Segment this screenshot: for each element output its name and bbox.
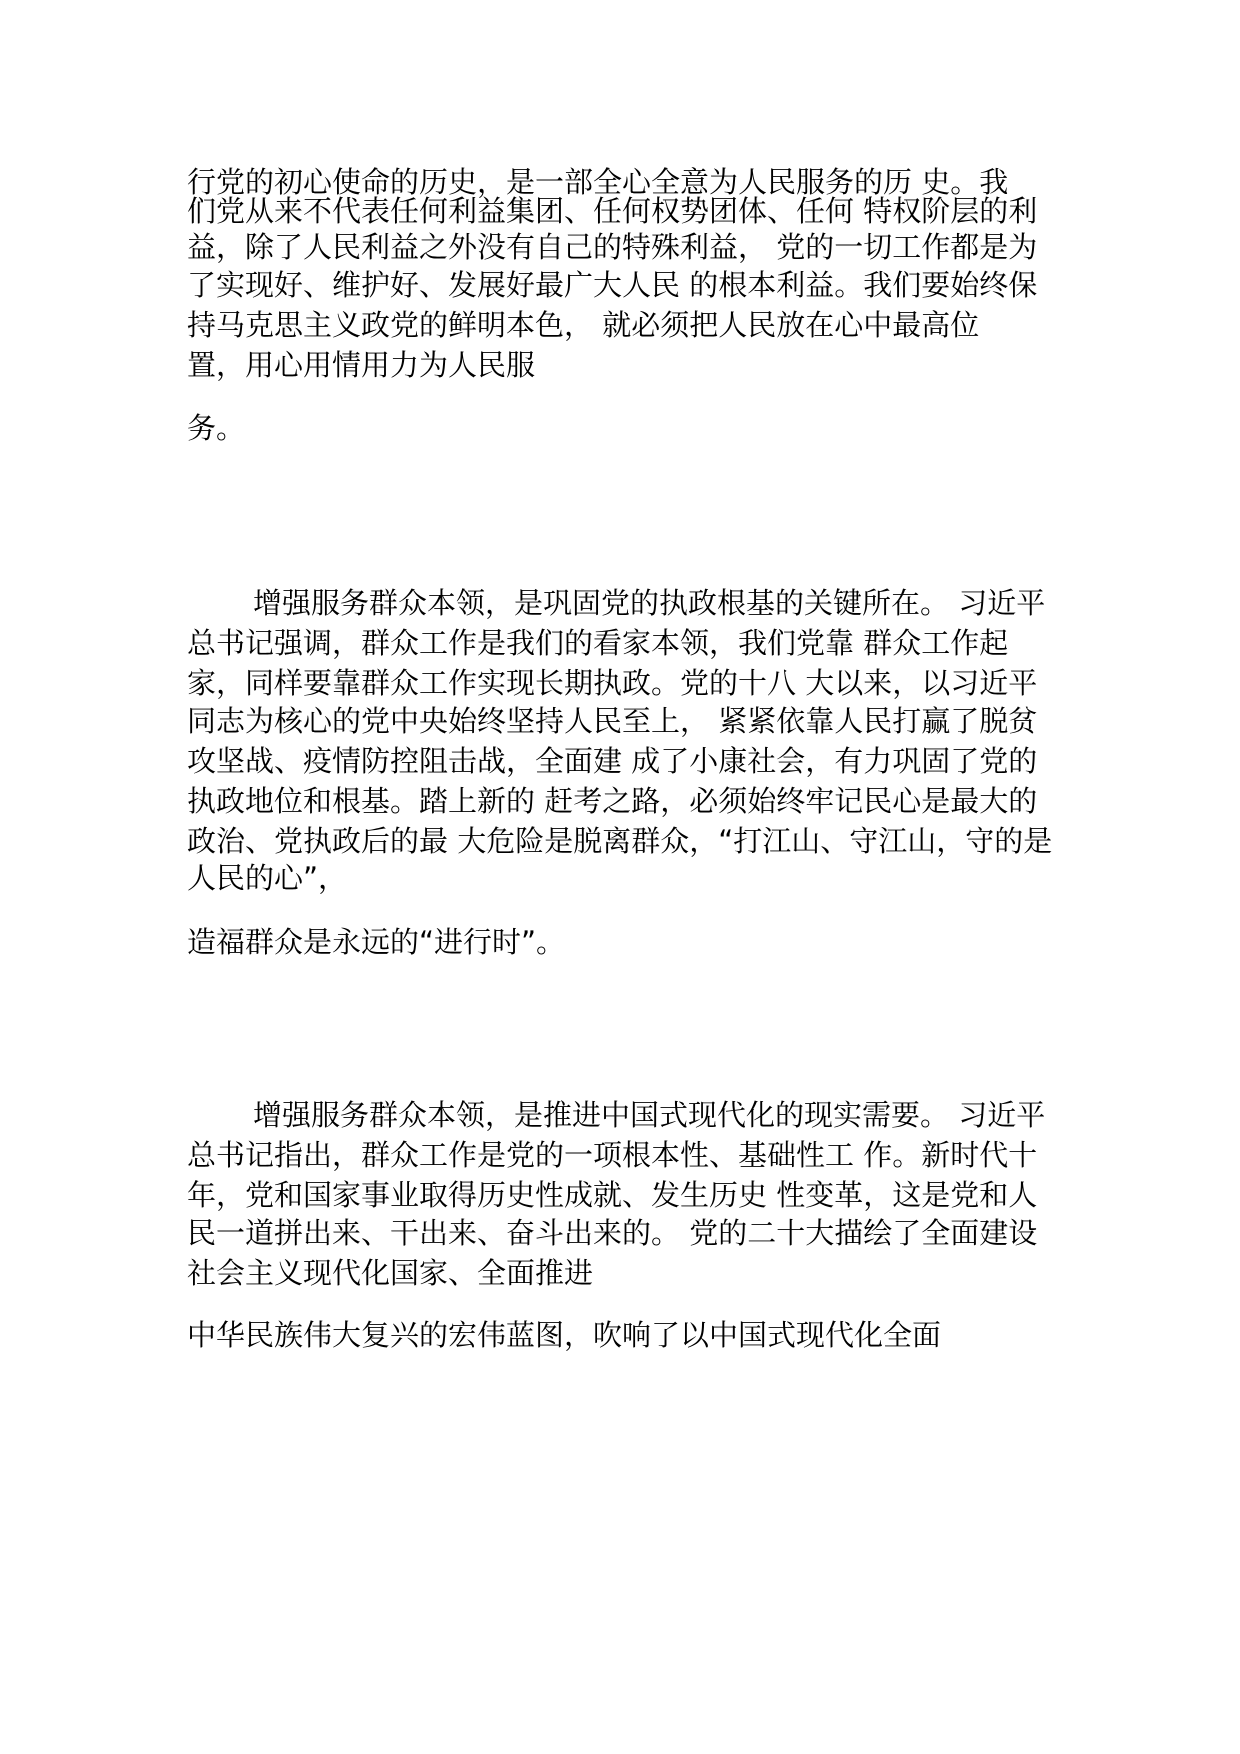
text-line: 家，同样要靠群众工作实现长期执政。党的十八 大以来，以习近平 (187, 666, 1038, 700)
text-line: 政治、党执政后的最 大危险是脱离群众，“打江山、守江山，守的是 (187, 824, 1053, 858)
text-line: 增强服务群众本领，是巩固党的执政根基的关键所在。 习近平 (253, 586, 1046, 620)
text-line: 社会主义现代化国家、全面推进 (187, 1256, 594, 1290)
text-line: 持马克思主义政党的鲜明本色， 就必须把人民放在心中最高位 (187, 308, 980, 342)
text-line: 年，党和国家事业取得历史性成就、发生历史 性变革，这是党和人 (187, 1178, 1038, 1212)
text-line: 们党从来不代表任何利益集团、任何权势团体、任何 特权阶层的利 (187, 194, 1038, 228)
text-line: 了实现好、维护好、发展好最广大人民 的根本利益。我们要始终保 (187, 268, 1038, 302)
text-line: 同志为核心的党中央始终坚持人民至上， 紧紧依靠人民打赢了脱贫 (187, 704, 1038, 738)
text-line: 执政地位和根基。踏上新的 赶考之路，必须始终牢记民心是最大的 (187, 784, 1038, 818)
text-line: 中华民族伟大复兴的宏伟蓝图，吹响了以中国式现代化全面 (187, 1318, 942, 1352)
text-line: 攻坚战、疫情防控阻击战，全面建 成了小康社会，有力巩固了党的 (187, 744, 1038, 778)
text-line: 益，除了人民利益之外没有自己的特殊利益， 党的一切工作都是为 (187, 230, 1038, 264)
text-line: 造福群众是永远的“进行时”。 (187, 925, 566, 959)
text-line: 总书记强调，群众工作是我们的看家本领，我们党靠 群众工作起 (187, 626, 1009, 660)
text-line: 务。 (187, 411, 246, 445)
text-line: 增强服务群众本领，是推进中国式现代化的现实需要。 习近平 (253, 1098, 1046, 1132)
text-line: 人民的心”， (187, 861, 348, 895)
text-line: 民一道拼出来、干出来、奋斗出来的。 党的二十大描绘了全面建设 (187, 1216, 1038, 1250)
text-line: 总书记指出，群众工作是党的一项根本性、基础性工 作。新时代十 (187, 1138, 1038, 1172)
text-line: 置，用心用情用力为人民服 (187, 348, 536, 382)
text-line: 行党的初心使命的历史，是一部全心全意为人民服务的历 史。我 (187, 165, 1009, 199)
